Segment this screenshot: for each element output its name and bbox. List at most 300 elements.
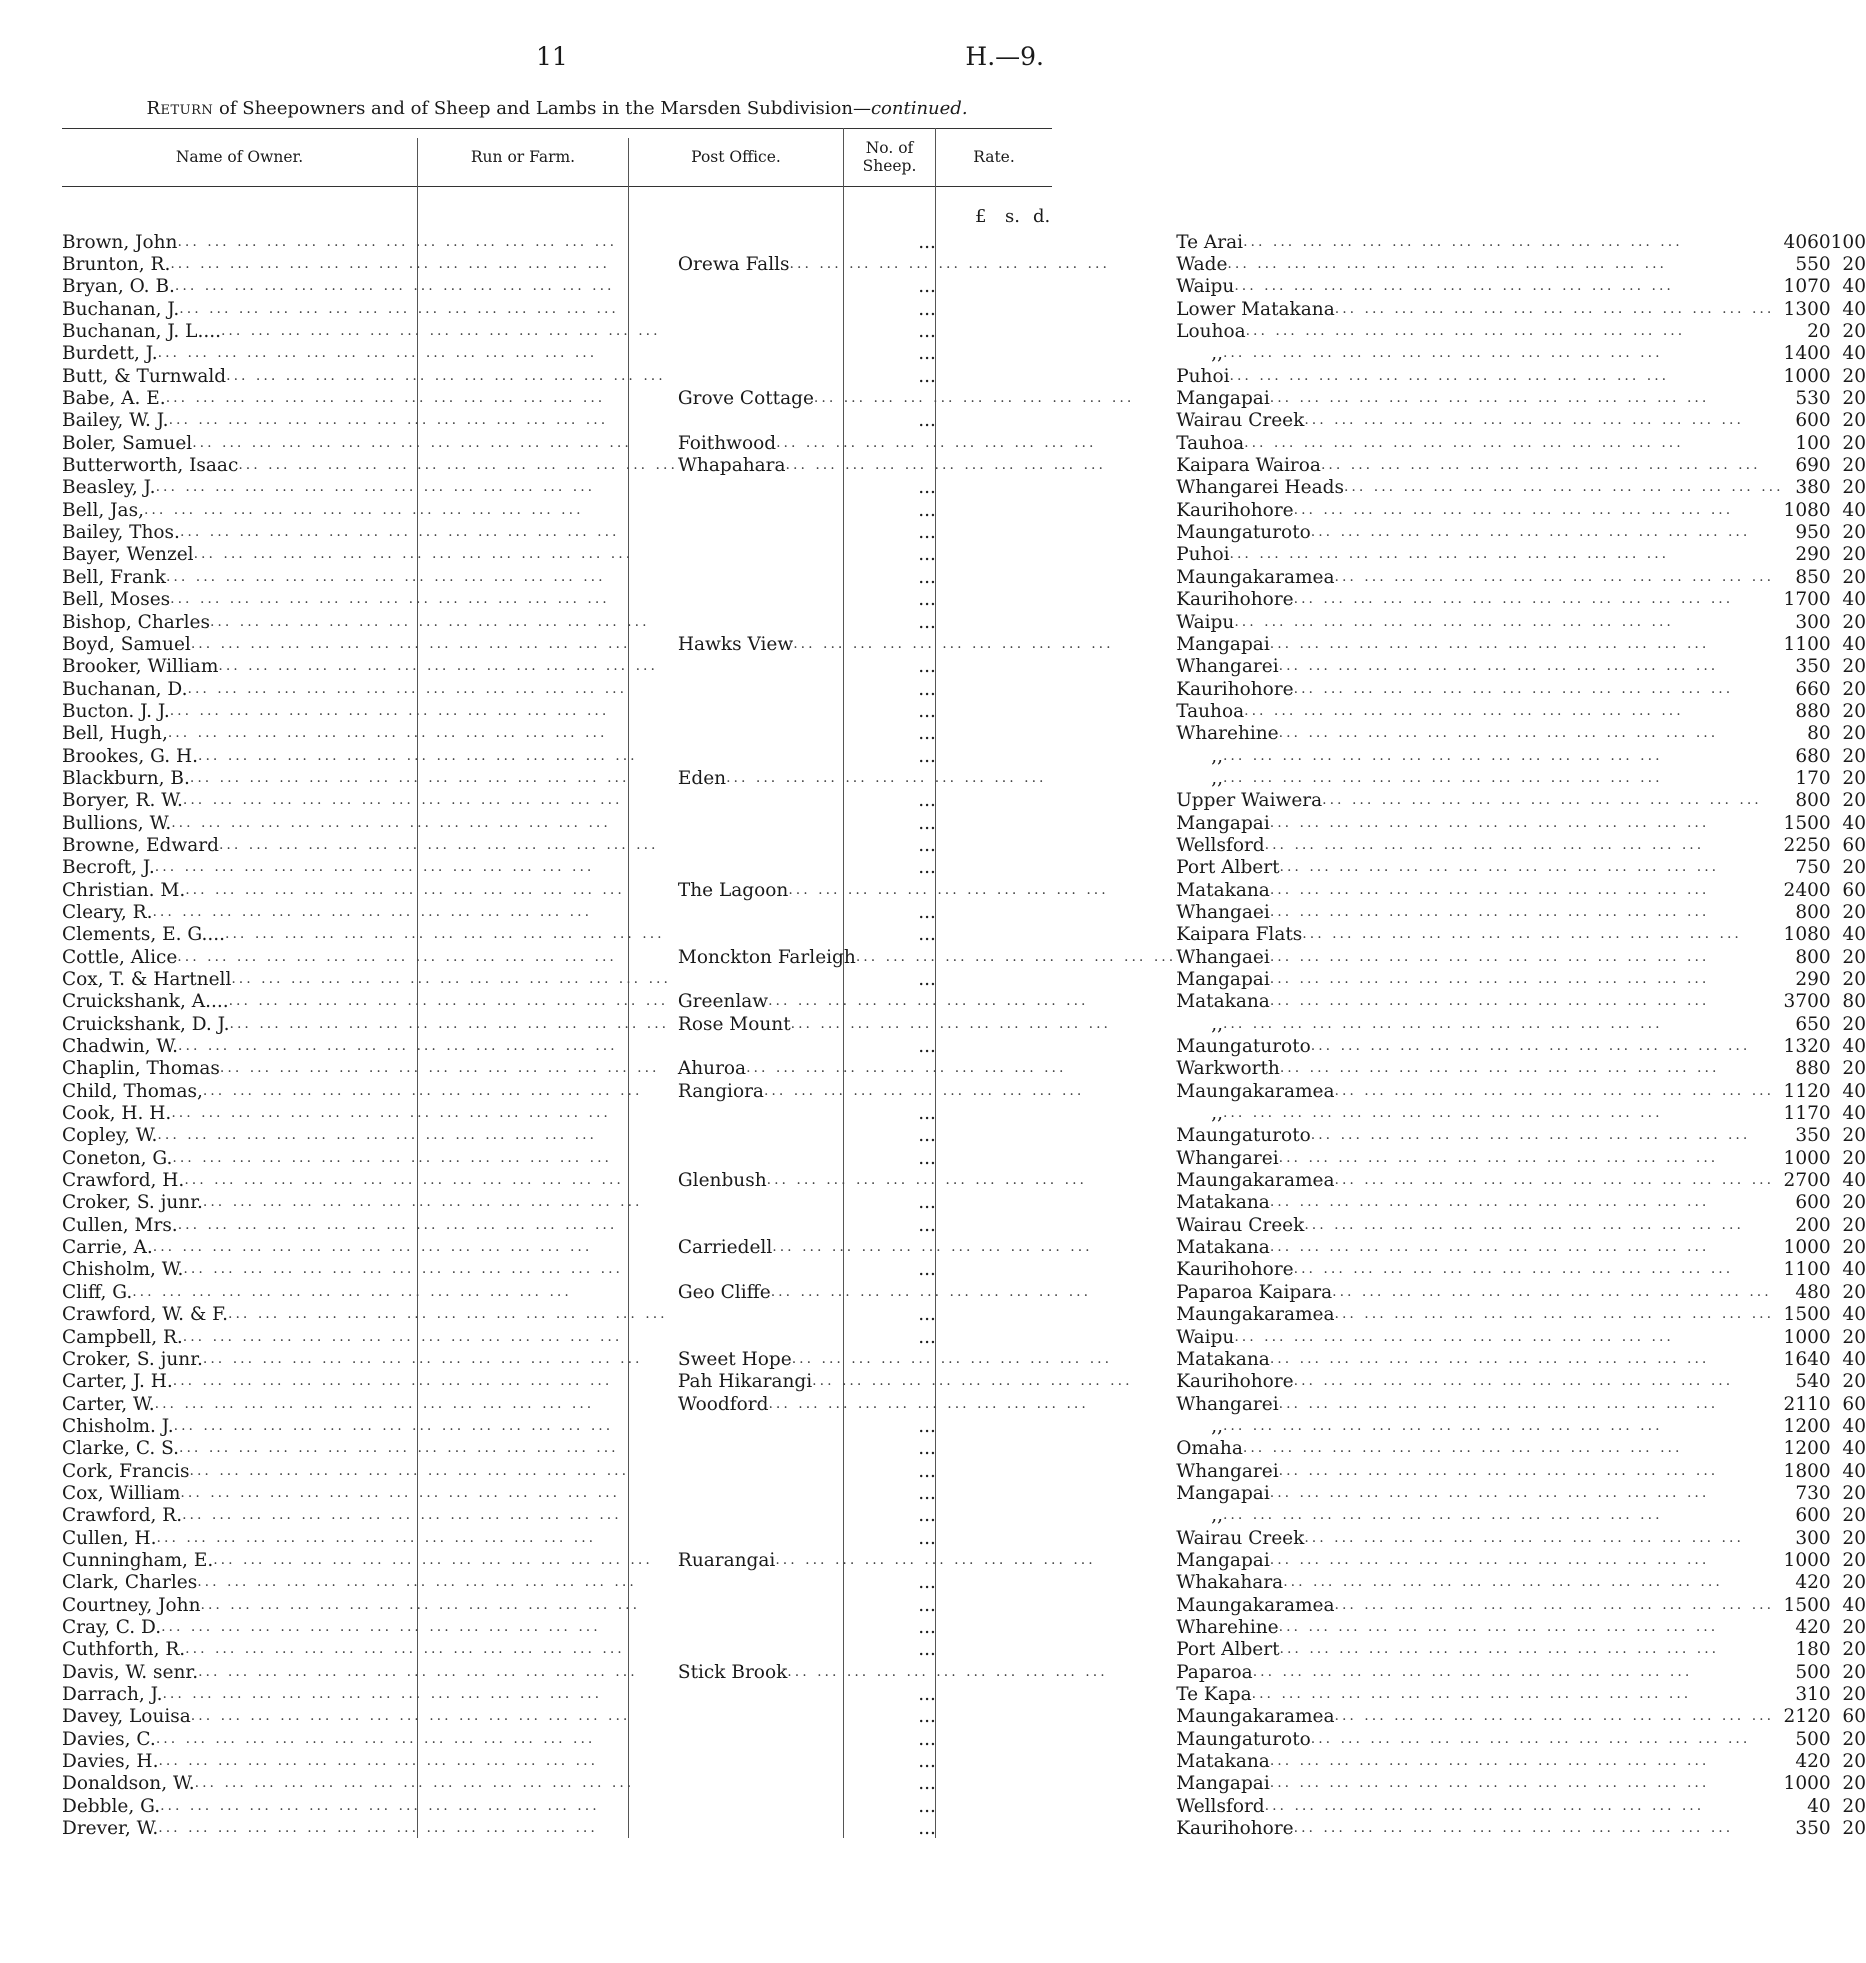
post-office: Puhoi [1176, 365, 1230, 387]
rate-shillings: 2 [1842, 969, 1855, 991]
rate-pounds: 0 [1818, 455, 1831, 477]
run-or-farm-cell [678, 656, 1176, 678]
post-office: Kaurihohore [1176, 1818, 1294, 1840]
run-or-farm-cell [678, 343, 1176, 365]
post-office: Whangarei [1176, 1147, 1279, 1169]
rate-pounds: 0 [1818, 477, 1831, 499]
table-row [62, 1125, 1866, 1147]
rate-shillings: 4 [1842, 1036, 1855, 1058]
sheepowners-table [62, 231, 1866, 1840]
leader-dots [218, 656, 678, 677]
post-office-cell [1176, 1616, 1783, 1638]
post-office-cell [1176, 633, 1783, 655]
leader-dots [188, 679, 678, 700]
leader-dots [1265, 835, 1784, 856]
run-or-farm-cell [678, 1125, 1176, 1147]
rate-pence: 0 [1854, 879, 1866, 901]
run-or-farm-cell [678, 1750, 1176, 1772]
rate-shillings: 4 [1842, 276, 1855, 298]
rate-pence: 0 [1854, 1728, 1866, 1750]
post-office: Waipu [1176, 276, 1235, 298]
table-row [62, 1415, 1866, 1437]
leader-dots [1279, 1394, 1784, 1415]
rate-shillings: 4 [1842, 1594, 1855, 1616]
rate-pence: 0 [1854, 1751, 1866, 1773]
owner-name: Beasley, J. [62, 477, 156, 499]
rate-pence: 0 [1854, 656, 1866, 678]
leader-dots [1294, 1371, 1784, 1392]
owner-name-cell [62, 1281, 678, 1303]
rate-pounds: 0 [1818, 1706, 1831, 1728]
sheep-count: 42 [1795, 1616, 1819, 1638]
owner-name-cell [62, 678, 678, 700]
run-or-farm: ... [918, 1147, 936, 1169]
owner-name-cell [62, 1192, 678, 1214]
leader-dots [179, 299, 678, 320]
table-row [62, 1080, 1866, 1102]
rate-pence: 0 [1854, 611, 1866, 633]
owner-name: Bailey, Thos. [62, 522, 180, 544]
sheep-count: 29 [1795, 544, 1819, 566]
leader-dots [166, 567, 678, 588]
rate-pence: 0 [1854, 1706, 1866, 1728]
leader-dots [168, 723, 678, 744]
rate-shillings: 2 [1842, 946, 1855, 968]
leader-dots [1294, 500, 1784, 521]
sheep-count: 4 [1807, 1795, 1819, 1817]
owner-name-cell [62, 1438, 678, 1460]
table-row [62, 410, 1866, 432]
rate-shillings: 4 [1842, 812, 1855, 834]
run-or-farm-cell [678, 1415, 1176, 1437]
leader-dots [1270, 1550, 1784, 1571]
sheep-count: 42 [1795, 1751, 1819, 1773]
rate-shillings: 2 [1842, 1684, 1855, 1706]
post-office: Wellsford [1176, 834, 1265, 856]
rate-pence: 0 [1854, 544, 1866, 566]
owner-name-cell [62, 1348, 678, 1370]
sheep-count: 130 [1783, 298, 1819, 320]
leader-dots [1270, 880, 1784, 901]
run-or-farm-cell [678, 678, 1176, 700]
leader-dots [1244, 701, 1783, 722]
run-or-farm-cell [678, 745, 1176, 767]
post-office-cell [1176, 1326, 1783, 1348]
rate-pounds: 0 [1818, 678, 1831, 700]
post-office-cell [1176, 834, 1783, 856]
leader-dots [177, 947, 678, 968]
sheep-count: 60 [1795, 410, 1819, 432]
leader-dots [1270, 813, 1784, 834]
run-or-farm-cell [678, 834, 1176, 856]
run-or-farm-cell [678, 700, 1176, 722]
run-or-farm-cell [678, 1438, 1176, 1460]
rate-pounds: 0 [1818, 1728, 1831, 1750]
run-or-farm: ... [918, 678, 936, 700]
table-row [62, 901, 1866, 923]
rate-pence: 0 [1854, 745, 1866, 767]
leader-dots [1294, 1259, 1784, 1280]
run-or-farm: ... [918, 1572, 936, 1594]
table-row [62, 790, 1866, 812]
post-office: Whangarei Heads [1176, 477, 1344, 499]
owner-name-cell [62, 879, 678, 901]
leader-dots [230, 1014, 678, 1035]
run-or-farm: Ruarangai [677, 1549, 776, 1571]
sheep-count: 42 [1795, 1572, 1819, 1594]
table-row [62, 946, 1866, 968]
table-row [62, 924, 1866, 946]
rate-pence: 0 [1854, 1616, 1866, 1638]
leader-dots [184, 1170, 678, 1191]
post-office: Wellsford [1176, 1795, 1265, 1817]
rate-shillings: 2 [1842, 410, 1855, 432]
post-office-cell [1176, 968, 1783, 990]
sheep-count: 140 [1783, 343, 1819, 365]
leader-dots [229, 991, 678, 1012]
owner-name: Bell, Frank [62, 566, 166, 588]
run-or-farm: ... [918, 477, 936, 499]
run-or-farm-cell [678, 544, 1176, 566]
owner-name-cell [62, 1773, 678, 1795]
leader-dots [1279, 656, 1784, 677]
run-or-farm-cell [678, 566, 1176, 588]
rate-pounds: 0 [1818, 1751, 1831, 1773]
run-or-farm-cell [678, 1549, 1176, 1571]
header-post-office: Post Office. [691, 148, 781, 166]
leader-dots [1304, 1215, 1783, 1236]
post-office: ,, [1211, 1013, 1223, 1035]
leader-dots [1270, 1751, 1784, 1772]
run-or-farm: Glenbush [677, 1170, 767, 1192]
run-or-farm-cell [678, 410, 1176, 432]
rate-pounds: 0 [1818, 499, 1831, 521]
leader-dots [231, 969, 678, 990]
rate-shillings: 2 [1842, 432, 1855, 454]
post-office: Matakana [1176, 991, 1270, 1013]
sheep-count: 88 [1795, 700, 1819, 722]
post-office-cell [1176, 1795, 1783, 1817]
run-or-farm: Hawks View [677, 633, 794, 655]
owner-name: Chisholm, W. [62, 1259, 184, 1281]
post-office-cell [1176, 1102, 1783, 1124]
rate-pence: 0 [1854, 1125, 1866, 1147]
rate-shillings: 2 [1842, 388, 1855, 410]
post-office: Maungaturoto [1176, 522, 1311, 544]
owner-name-cell [62, 1326, 678, 1348]
run-or-farm-cell [678, 1706, 1176, 1728]
post-office-cell [1176, 924, 1783, 946]
run-or-farm: ... [918, 1259, 936, 1281]
rate-pence: 0 [1854, 276, 1866, 298]
table-row [62, 857, 1866, 879]
leader-dots [178, 1215, 678, 1236]
rate-shillings: 2 [1842, 1661, 1855, 1683]
post-office: Paparoa Kaipara [1176, 1281, 1333, 1303]
post-office-cell [1176, 1750, 1783, 1772]
leader-dots [225, 924, 678, 945]
owner-name-cell [62, 834, 678, 856]
sheep-count: 150 [1783, 1594, 1819, 1616]
post-office-cell [1176, 1393, 1783, 1415]
leader-dots [1227, 254, 1783, 275]
run-or-farm: ... [918, 298, 936, 320]
sheep-count: 95 [1795, 522, 1819, 544]
table-row [62, 253, 1866, 275]
run-or-farm: Ahuroa [677, 1058, 747, 1080]
table-row [62, 1058, 1866, 1080]
rate-shillings: 2 [1842, 321, 1855, 343]
run-or-farm-cell [678, 1259, 1176, 1281]
table-row [62, 1147, 1866, 1169]
leader-dots [166, 388, 678, 409]
table-row [62, 879, 1866, 901]
post-office: Mangapai [1176, 969, 1270, 991]
post-office: Mangapai [1176, 812, 1270, 834]
post-office-cell [1176, 1505, 1783, 1527]
owner-name-cell [62, 901, 678, 923]
sheep-count: 29 [1795, 969, 1819, 991]
rate-shillings: 2 [1842, 767, 1855, 789]
owner-name-cell [62, 1214, 678, 1236]
leader-dots [220, 1058, 678, 1079]
run-or-farm-cell [678, 1169, 1176, 1191]
leader-dots [191, 634, 678, 655]
table-row [62, 968, 1866, 990]
run-or-farm-cell [678, 611, 1176, 633]
table-row [62, 1549, 1866, 1571]
post-office: Maungakaramea [1176, 1080, 1335, 1102]
leader-dots [1230, 366, 1784, 387]
leader-dots [1244, 433, 1783, 454]
run-or-farm: ... [918, 1460, 936, 1482]
run-or-farm: The Lagoon [677, 879, 789, 901]
run-or-farm-cell [678, 1393, 1176, 1415]
header-sheep-line1: No. of [865, 139, 914, 157]
run-or-farm: Eden [677, 767, 727, 789]
rate-pence: 0 [1854, 1818, 1866, 1840]
leader-dots [746, 1058, 1176, 1079]
owner-name: Boler, Samuel [62, 432, 193, 454]
post-office-cell [1176, 343, 1783, 365]
table-row [62, 1527, 1866, 1549]
owner-name-cell [62, 723, 678, 745]
post-office-cell [1176, 1683, 1783, 1705]
sheep-count: 65 [1795, 1013, 1819, 1035]
rate-pounds: 0 [1818, 1505, 1831, 1527]
leader-dots [197, 1572, 678, 1593]
rate-pence: 0 [1854, 410, 1866, 432]
post-office-cell [1176, 1438, 1783, 1460]
run-or-farm: ... [918, 1616, 936, 1638]
rate-pounds: 0 [1818, 1125, 1831, 1147]
owner-name-cell [62, 611, 678, 633]
sheep-count: 110 [1783, 1259, 1819, 1281]
owner-name-cell [62, 410, 678, 432]
sheep-count: 117 [1783, 1103, 1819, 1125]
rate-pence: 0 [1854, 589, 1866, 611]
rate-pounds: 0 [1818, 812, 1831, 834]
rate-shillings: 2 [1842, 1058, 1855, 1080]
leader-dots [157, 1528, 678, 1549]
rate-pence: 0 [1854, 298, 1866, 320]
run-or-farm-cell [678, 1460, 1176, 1482]
rate-shillings: 2 [1842, 790, 1855, 812]
post-office: Wairau Creek [1176, 410, 1305, 432]
rate-pence: 0 [1854, 1795, 1866, 1817]
table-row [62, 812, 1866, 834]
leader-dots [790, 254, 1177, 275]
post-office-cell [1176, 1460, 1783, 1482]
sheep-count: 68 [1795, 745, 1819, 767]
leader-dots [1234, 612, 1783, 633]
post-office-cell [1176, 521, 1783, 543]
sheep-count: 225 [1783, 834, 1819, 856]
rate-pence: 0 [1854, 1214, 1866, 1236]
post-office-cell [1176, 499, 1783, 521]
leader-dots [1283, 1572, 1783, 1593]
post-office: Tauhoa [1176, 432, 1245, 454]
post-office-cell [1176, 678, 1783, 700]
leader-dots [185, 880, 678, 901]
leader-dots [786, 455, 1177, 476]
leader-dots [1335, 299, 1784, 320]
leader-dots [1253, 1662, 1784, 1683]
leader-dots [1223, 768, 1784, 789]
post-office-cell [1176, 589, 1783, 611]
owner-name: Babe, A. E. [62, 388, 166, 410]
rate-shillings: 2 [1842, 544, 1855, 566]
table-row [62, 276, 1866, 298]
rate-pence: 0 [1854, 522, 1866, 544]
leader-dots [772, 1237, 1176, 1258]
rate-pence: 0 [1854, 723, 1866, 745]
leader-dots [726, 768, 1176, 789]
leader-dots [1223, 1505, 1784, 1526]
leader-dots [156, 1729, 678, 1750]
rate-pence: 0 [1854, 1281, 1866, 1303]
owner-name: Child, Thomas, [62, 1080, 203, 1102]
leader-dots [156, 477, 678, 498]
rate-pounds: 0 [1818, 1616, 1831, 1638]
run-or-farm-cell [678, 276, 1176, 298]
post-office: Omaha [1176, 1438, 1243, 1460]
sheep-count: 17 [1795, 767, 1819, 789]
post-office-cell [1176, 812, 1783, 834]
title-return-word: Return [146, 98, 214, 119]
table-row [62, 745, 1866, 767]
sheep-count: 240 [1783, 879, 1819, 901]
post-office-cell [1176, 253, 1783, 275]
table-row [62, 1750, 1866, 1772]
run-or-farm-cell [678, 1505, 1176, 1527]
leader-dots [178, 1036, 678, 1057]
rate-shillings: 4 [1842, 343, 1855, 365]
rate-pence: 0 [1854, 1684, 1866, 1706]
rate-shillings: 8 [1842, 991, 1855, 1013]
run-or-farm: Stick Brook [677, 1661, 788, 1683]
rate-shillings: 2 [1842, 477, 1855, 499]
post-office: Port Albert [1176, 1639, 1280, 1661]
rate-shillings: 2 [1842, 1795, 1855, 1817]
run-or-farm-cell [678, 1035, 1176, 1057]
title-main-text: of Sheepowners and of Sheep and Lambs in the Marsden Subdivision— [213, 98, 871, 119]
rate-shillings: 2 [1842, 522, 1855, 544]
leader-dots [183, 1327, 678, 1348]
rate-pence: 0 [1854, 1438, 1866, 1460]
sheep-count: 66 [1795, 678, 1819, 700]
run-or-farm: ... [918, 745, 936, 767]
sheep-count: 38 [1795, 477, 1819, 499]
leader-dots [1294, 679, 1784, 700]
run-or-farm-cell [678, 991, 1176, 1013]
rate-pounds: 0 [1818, 1036, 1831, 1058]
leader-dots [1270, 902, 1784, 923]
rate-pounds: 0 [1818, 969, 1831, 991]
run-or-farm: ... [918, 1036, 936, 1058]
leader-dots [1234, 1327, 1783, 1348]
owner-name: Crawford, W. & F. [62, 1304, 229, 1326]
owner-name: Campbell, R. [62, 1326, 183, 1348]
leader-dots [767, 1170, 1177, 1191]
leader-dots [1270, 1192, 1784, 1213]
leader-dots [210, 612, 678, 633]
rate-pounds: 0 [1818, 901, 1831, 923]
owner-name-cell [62, 276, 678, 298]
run-or-farm: Rose Mount [677, 1013, 791, 1035]
rate-pence: 0 [1854, 499, 1866, 521]
run-or-farm-cell [678, 1773, 1176, 1795]
table-row [62, 1616, 1866, 1638]
table-row [62, 589, 1866, 611]
leader-dots [1280, 1639, 1784, 1660]
post-office-cell [1176, 1594, 1783, 1616]
table-row [62, 1773, 1866, 1795]
owner-name: Cunningham, E. [62, 1549, 214, 1571]
rate-pounds: 0 [1818, 1460, 1831, 1482]
run-or-farm: Orewa Falls [677, 254, 790, 276]
owner-name: Buchanan, J. [62, 298, 180, 320]
rate-pence: 0 [1854, 1192, 1866, 1214]
table-row [62, 477, 1866, 499]
rate-pence: 0 [1854, 1013, 1866, 1035]
post-office: Port Albert [1176, 857, 1280, 879]
owner-name-cell [62, 991, 678, 1013]
run-or-farm: ... [918, 1103, 936, 1125]
post-office-cell [1176, 1549, 1783, 1571]
owner-name-cell [62, 1147, 678, 1169]
post-office-cell [1176, 1728, 1783, 1750]
rate-shillings: 4 [1842, 924, 1855, 946]
leader-dots [1243, 232, 1783, 253]
rate-shillings: 4 [1842, 499, 1855, 521]
rate-pounds: 0 [1818, 745, 1831, 767]
run-or-farm-cell [678, 365, 1176, 387]
post-office: Lower Matakana [1176, 298, 1335, 320]
rate-pounds: 0 [1818, 544, 1831, 566]
run-or-farm: ... [918, 611, 936, 633]
owner-name-cell [62, 1661, 678, 1683]
owner-name-cell [62, 521, 678, 543]
rate-pence: 0 [1854, 1594, 1866, 1616]
rate-pounds: 0 [1818, 1214, 1831, 1236]
run-or-farm-cell [678, 589, 1176, 611]
table-row [62, 767, 1866, 789]
rate-pounds: 0 [1818, 566, 1831, 588]
owner-name: Cullen, Mrs. [62, 1214, 178, 1236]
run-or-farm: Foithwood [677, 432, 777, 454]
owner-name-cell [62, 812, 678, 834]
